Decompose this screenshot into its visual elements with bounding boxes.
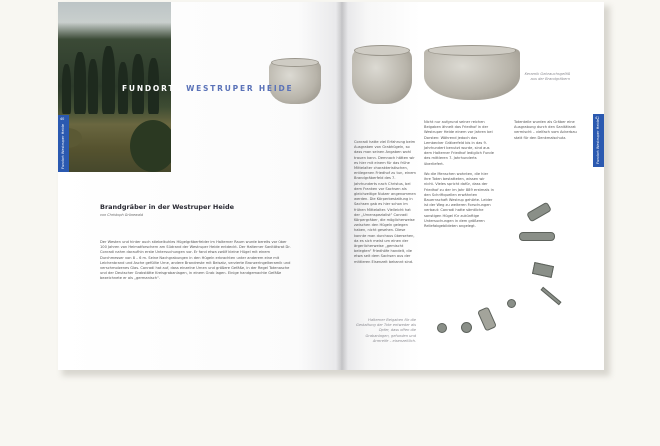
glass-bead-image (507, 299, 516, 308)
page-header (122, 84, 293, 93)
bronze-fibula-image (526, 202, 552, 223)
header-place: WESTRUPER HEIDE (186, 84, 294, 93)
article-body: Der Westen und hinter auch stiebelkuhles Hügelgräberfelder im Halterner Raum wurde bereits vor über 100 Jahren von Heimatforschern am Südrand der Westruper Heide entdeckt. Der Halterner Sanitätsrat Dr. Conradi nahm daraufhin erste Untersuchungen vor. Er fand etwa zwölf kleine Hügel mit einem Durchmesser von 8 – 6 m. Seine Nachgrabungen in den Hügeln erbrachten unter anderem eine mit Leichenbrand und Asche gefüllte Urne, andere Brandreste mit Beisatz, verzierte Bronzeringelkeramik und verschmolzenes Glas. Conradi hat auf, dass einzelne Urnen und größere Gefäße, in der Regel Totenasche und der Deutscher Grabstätte Kreisgrabanlagen, in einem Grab lagen. Einige handgemachte Gefäße bezeichnete er als „germanisch“. (100, 240, 291, 281)
column-3: Totenteile wurden als Gräber eine Ausgrabung durch den Sanitätsrat vermischt – vielfach vom Ackerbau statt für den Denkmalschutz. (514, 120, 577, 140)
left-page (58, 2, 341, 370)
urn-image-left (269, 60, 321, 104)
bead-chain-image (519, 232, 555, 241)
buckle-image (477, 307, 497, 332)
top-caption: Keramik Gebrauchsgefäß aus der Brandgräbern (524, 72, 570, 82)
bowl-image (424, 48, 520, 100)
side-tab-left (58, 115, 69, 172)
pin-image (541, 287, 562, 305)
header-prefix: FUNDORT (122, 84, 176, 93)
article-byline: von Christoph Grünewald (100, 213, 144, 217)
side-tab-label-left: Fundort Westruper Heide (61, 123, 65, 169)
urn-image-right (352, 48, 412, 104)
magazine-spread (58, 2, 604, 370)
arrow-icon: ▸ (178, 86, 184, 93)
side-tab-label-right: Fundort Westruper Heide (596, 118, 600, 164)
metal-fragment-image (532, 262, 554, 278)
side-tab-right (593, 114, 604, 167)
article-title: Brandgräber in der Westruper Heide (100, 203, 235, 211)
right-page (341, 2, 604, 370)
clay-bead-image-2 (437, 323, 447, 333)
spine-gutter (336, 2, 348, 370)
page-number-right: 41 (595, 116, 600, 120)
column-1: Conradi hatte viel Erfahrung beim Ausgraben von Grabhügeln, so dass man seinen Angaben wohl trauen kann. Demnach hätten wir es hier mit einem für das frühe Mittelalter charakteristischen, entlegenen Friedhof zu tun, einem Brandgräberfeld des 7. Jahrhunderts nach Christus, bei dem Franken vor Sachsen als gleichzeitige Nutzer angenommen werden. Die Körperbestattung in Sachsen gab es hier schon im frühen Mittelalter. Vielleicht hat der „Urnenspezialist“ Conradi Körpergräber, die möglicherweise zwischen den Hügeln gelegen haben, nicht gesehen. Diese konnte man durchaus übersehen, da es sich meist um einen der ärgerlicherweise „gemischt belegten“ Friedhöfe handelt, die etwa seit dem Sachsen aus der mittleren Eisenzeit bekannt sind. (354, 140, 416, 264)
column-2: Nicht nur aufgrund seiner reichen Beigaben ähnelt das Friedhof in der Westruper Heide einem vor Jahren bei Dorsten: Während jedoch das Lembecker Gräberfeld bis in das 9. Jahrhundert benutzt wurde, sind aus dem Halterner Friedhof lediglich Funde des mittleren 7. Jahrhunderts überliefert. Wo die Menschen wohnten, die hier ihre Toten bestatteten, wissen wir nicht. Vieles spricht dafür, dass der Friedhof zu der im Jahr 889 erstmals in den Schriftquellen erwähnten Bauernschaft Westrup gehörte. Leider ist der Weg zu weiteren Forschungen verbaut: Conradi hatte sämtliche sonstigen Hügel für zukünftige Untersuchungen in dem größeren Reliefabgebildeten angelegt. (424, 120, 494, 229)
clay-bead-image-1 (461, 322, 472, 333)
page-number-left: 40 (60, 117, 65, 121)
bottom-caption: Halterner Beigaben für die Gestaltung der Tote entweder als Opfer, dass offen die Grabanlagen, gefunden und Armreife – eisenzeitlich. (356, 318, 416, 343)
